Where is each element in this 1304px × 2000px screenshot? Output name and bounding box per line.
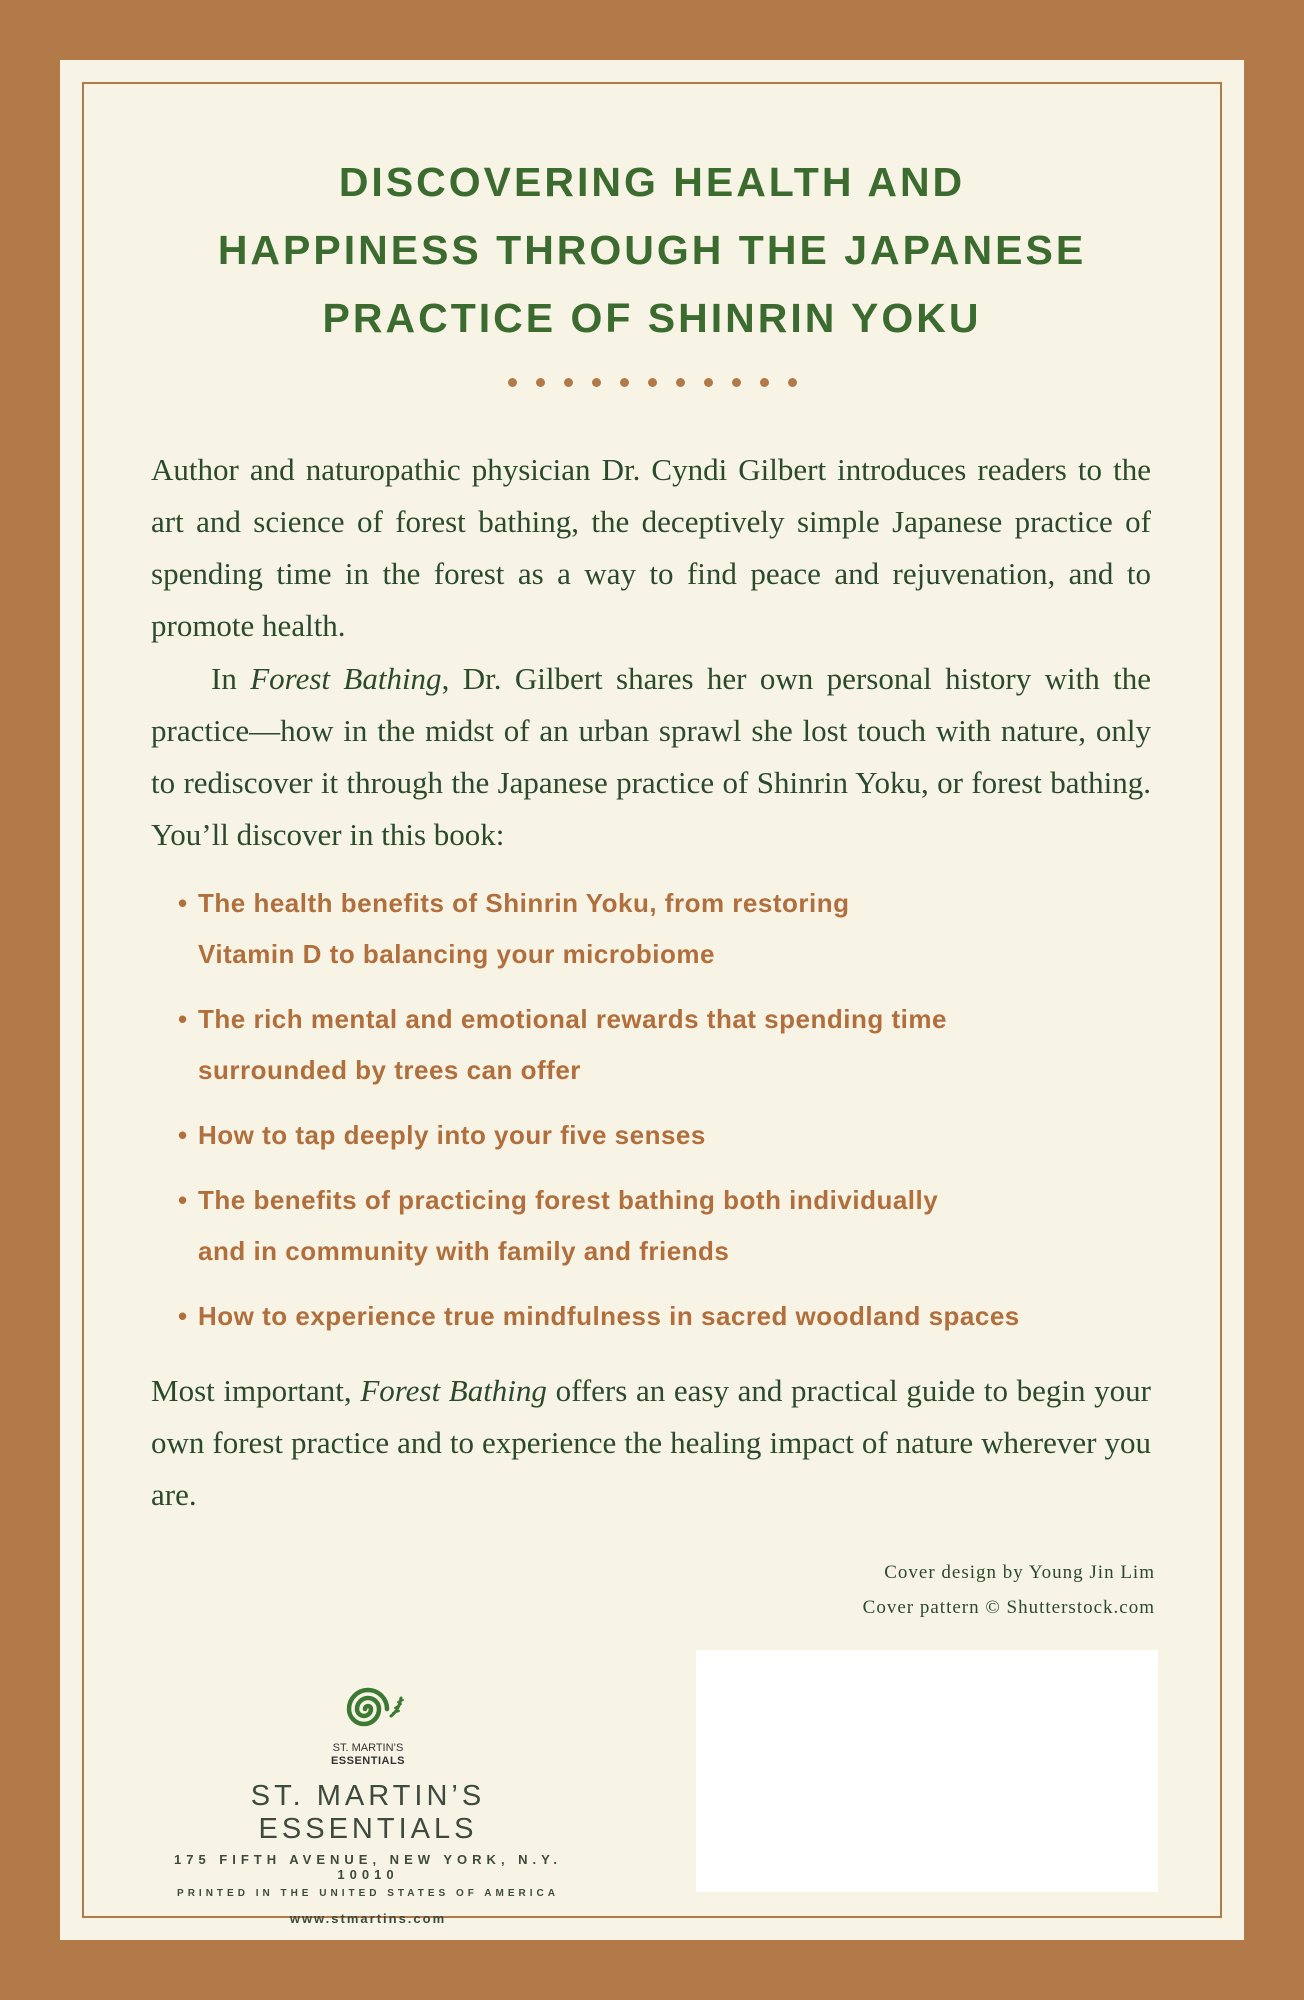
para3-text: offers an easy and practical guide to begin your own forest practice and to experience the healing impact of nature wherever you are. <box>151 1373 1151 1512</box>
logo-text-top: ST. MARTIN’S <box>332 1742 404 1754</box>
publisher-address: 175 FIFTH AVENUE, NEW YORK, N.Y. 10010 <box>173 1852 563 1882</box>
para2-prefix: In <box>211 661 251 696</box>
headline-line-1: DISCOVERING HEALTH AND <box>338 159 966 205</box>
dotted-divider <box>60 378 1244 390</box>
benefits-list <box>178 878 1138 1356</box>
divider-dot <box>676 378 685 387</box>
bullet-symbol: • <box>178 1301 188 1331</box>
cover-design-credit: Cover design by Young Jin Lim <box>884 1562 1155 1583</box>
divider-dot <box>648 378 657 387</box>
logo-caption <box>148 1742 588 1768</box>
back-cover-panel <box>60 60 1244 1940</box>
history-paragraph <box>151 653 1151 861</box>
bullet-symbol: • <box>178 888 188 918</box>
list-item-line: surrounded by trees can offer <box>198 1055 581 1085</box>
list-item-line: The rich mental and emotional rewards that spending time <box>198 1004 947 1034</box>
bullet-symbol: • <box>178 1185 188 1215</box>
book-title-italic: Forest Bathing <box>360 1373 547 1408</box>
list-item <box>178 994 1138 1096</box>
headline-line-3: PRACTICE OF SHINRIN YOKU <box>322 295 982 341</box>
divider-dot <box>508 378 517 387</box>
headline <box>60 148 1244 352</box>
divider-dot <box>704 378 713 387</box>
bullet-symbol: • <box>178 1004 188 1034</box>
divider-dot <box>732 378 741 387</box>
divider-dot <box>760 378 769 387</box>
publisher-name: ST. MARTIN’S ESSENTIALS <box>250 1780 486 1845</box>
logo-text-bottom: ESSENTIALS <box>330 1755 406 1767</box>
list-item-line: The health benefits of Shinrin Yoku, from restoring <box>198 888 850 918</box>
printed-in: PRINTED IN THE UNITED STATES OF AMERICA <box>177 1888 559 1899</box>
publisher-block <box>148 1678 588 1926</box>
list-item-line: The benefits of practicing forest bathing both individually <box>198 1185 939 1215</box>
list-item <box>178 1291 1138 1342</box>
intro-paragraph: Author and naturopathic physician Dr. Cyndi Gilbert introduces readers to the art and science of forest bathing, the deceptively simple Japanese practice of spending time in the forest as a way to find peace and rejuvenation, and to promote health. <box>151 452 1151 643</box>
list-item <box>178 1175 1138 1277</box>
divider-dot <box>592 378 601 387</box>
divider-dot <box>536 378 545 387</box>
list-item-line: How to experience true mindfulness in sacred woodland spaces <box>198 1301 1020 1331</box>
book-title-italic: Forest Bathing <box>250 661 442 696</box>
list-item-line: Vitamin D to balancing your microbiome <box>198 939 715 969</box>
list-item-line: and in community with family and friends <box>198 1236 730 1266</box>
divider-dot <box>564 378 573 387</box>
list-item-line: How to tap deeply into your five senses <box>198 1120 706 1150</box>
para2-text: , Dr. Gilbert shares her own personal history with the practice—how in the midst of an urban sprawl she lost touch with nature, only to rediscover it through the Japanese practice of Shinrin Yoku, or forest bathing. You’ll discover in this book: <box>151 661 1151 852</box>
publisher-url: www.stmartins.com <box>289 1911 447 1926</box>
para3-prefix: Most important, <box>151 1373 361 1408</box>
headline-line-2: HAPPINESS THROUGH THE JAPANESE <box>217 227 1087 273</box>
spiral-logo-icon <box>323 1678 413 1740</box>
closing-paragraph <box>151 1365 1151 1521</box>
divider-dot <box>620 378 629 387</box>
cover-pattern-credit: Cover pattern © Shutterstock.com <box>862 1597 1155 1618</box>
bullet-symbol: • <box>178 1120 188 1150</box>
list-item <box>178 878 1138 980</box>
cover-credits <box>863 1555 1155 1625</box>
list-item <box>178 1110 1138 1161</box>
divider-dot <box>788 378 797 387</box>
barcode-area <box>696 1650 1158 1892</box>
